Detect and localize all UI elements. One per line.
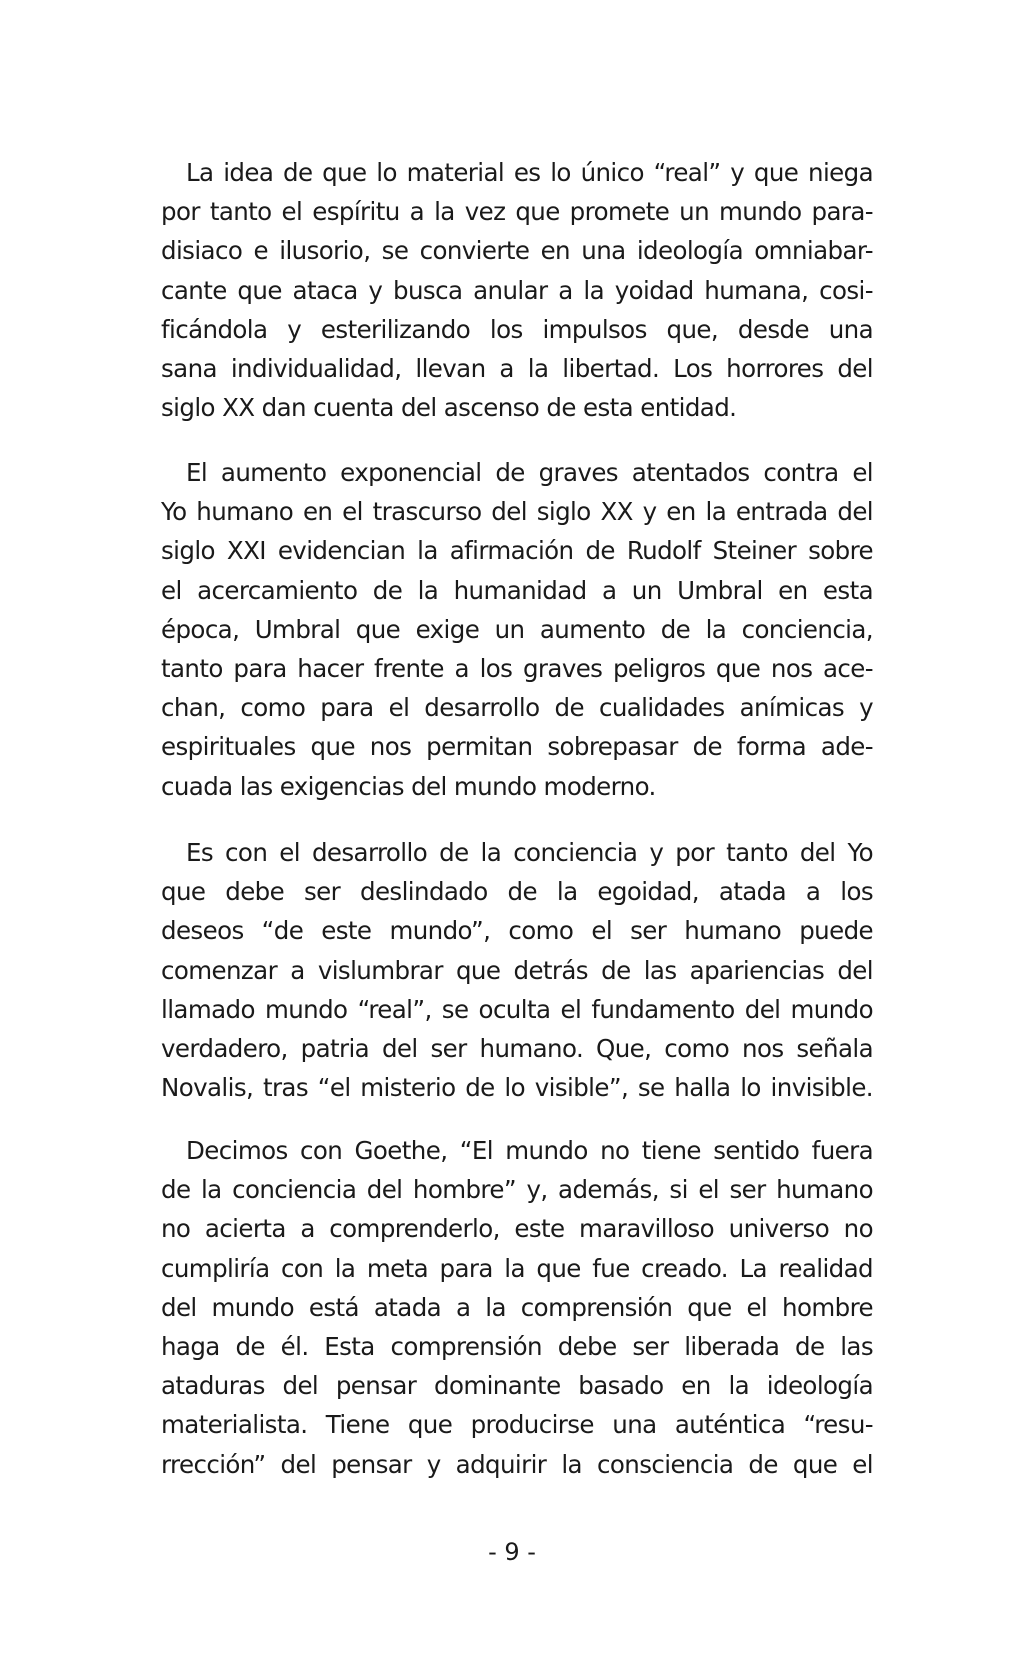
text-line: Yo humano en el trascurso del siglo XX y en la entrada del (161, 497, 873, 527)
text-line: chan, como para el desarrollo de cualidades anímicas y (161, 693, 873, 723)
text-line: no acierta a comprenderlo, este maravilloso universo no (161, 1214, 873, 1244)
text-line: cumpliría con la meta para la que fue creado. La realidad (161, 1253, 873, 1283)
text-line: verdadero, patria del ser humano. Que, como nos señala (161, 1033, 873, 1063)
page-number: - 9 - (488, 1538, 536, 1566)
text-line: deseos “de este mundo”, como el ser humano puede (161, 916, 873, 946)
text-line: Es con el desarrollo de la conciencia y por tanto del Yo (186, 838, 873, 867)
text-line: comenzar a vislumbrar que detrás de las apariencias del (161, 955, 873, 985)
paragraph-4 (161, 1131, 873, 1484)
text-line: disiaco e ilusorio, se convierte en una ideología omniabar- (161, 236, 873, 266)
text-line: siglo XX dan cuenta del ascenso de esta entidad. (161, 393, 737, 423)
text-line: El aumento exponencial de graves atentados contra el (186, 458, 873, 487)
text-line: que debe ser deslindado de la egoidad, atada a los (161, 877, 873, 907)
text-line: siglo XXI evidencian la afirmación de Rudolf Steiner sobre (161, 536, 873, 566)
paragraph-2 (161, 453, 873, 806)
text-line: haga de él. Esta comprensión debe ser liberada de las (161, 1331, 873, 1361)
text-line: espirituales que nos permitan sobrepasar de forma ade- (161, 732, 873, 762)
text-line: época, Umbral que exige un aumento de la conciencia, (161, 614, 873, 644)
text-line: La idea de que lo material es lo único “real” y que niega (186, 158, 873, 187)
paragraph-3 (161, 833, 873, 1107)
text-line: ataduras del pensar dominante basado en la ideología (161, 1371, 873, 1401)
text-line: materialista. Tiene que producirse una auténtica “resu- (161, 1410, 873, 1440)
text-line: rrección” del pensar y adquirir la consciencia de que el (161, 1449, 873, 1479)
text-line: Decimos con Goethe, “El mundo no tiene sentido fuera (186, 1136, 873, 1165)
text-line: tanto para hacer frente a los graves peligros que nos ace- (161, 653, 873, 683)
text-line: de la conciencia del hombre” y, además, si el ser humano (161, 1175, 873, 1205)
text-line: Novalis, tras “el misterio de lo visible”, se halla lo invisible. (161, 1073, 873, 1103)
text-line: por tanto el espíritu a la vez que promete un mundo para- (161, 197, 873, 227)
paragraph-1 (161, 153, 873, 427)
text-line: cuada las exigencias del mundo moderno. (161, 771, 656, 801)
text-line: cante que ataca y busca anular a la yoidad humana, cosi- (161, 275, 873, 305)
text-line: ficándola y esterilizando los impulsos que, desde una (161, 314, 873, 344)
text-line: sana individualidad, llevan a la libertad. Los horrores del (161, 353, 873, 383)
text-line: del mundo está atada a la comprensión que el hombre (161, 1292, 873, 1322)
text-line: el acercamiento de la humanidad a un Umbral en esta (161, 575, 873, 605)
text-line: llamado mundo “real”, se oculta el fundamento del mundo (161, 994, 873, 1024)
